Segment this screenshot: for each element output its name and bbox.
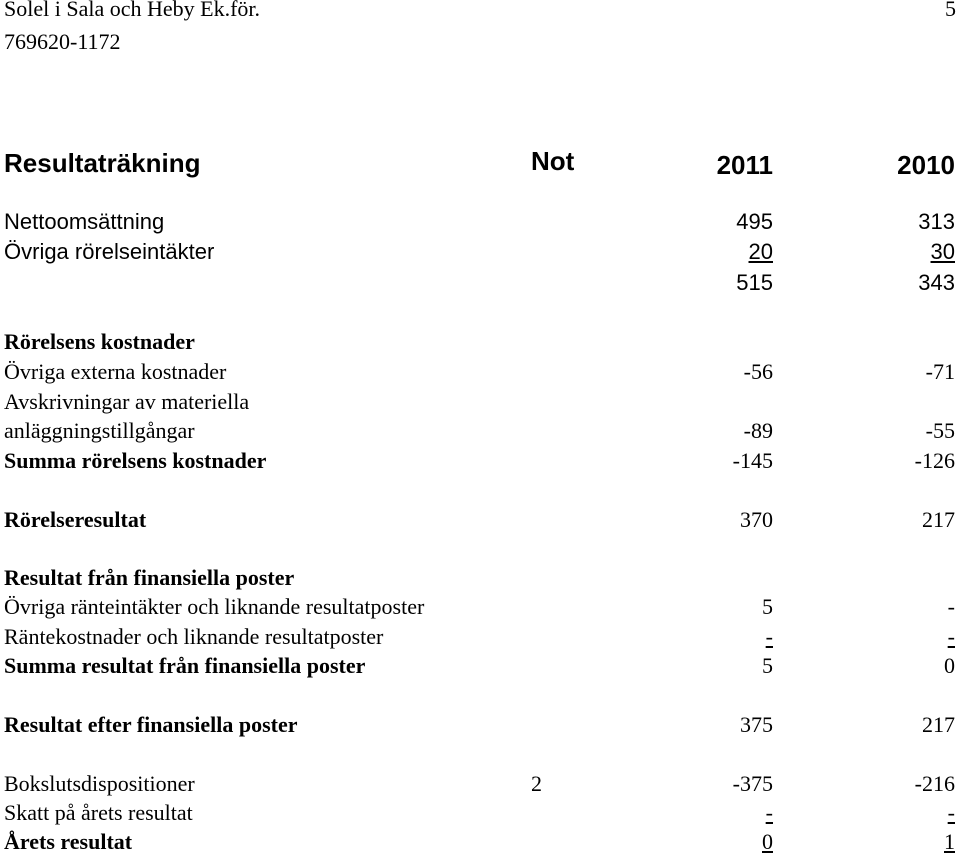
row-label-ovriga-externa-kostnader: Övriga externa kostnader xyxy=(4,359,227,384)
row-label-rantekostnader: Räntekostnader och liknande resultatposter xyxy=(4,624,384,649)
value-2011: -375 xyxy=(732,771,773,796)
column-2011-header: 2011 xyxy=(716,150,773,180)
row-label-arets-resultat: Årets resultat xyxy=(4,829,133,854)
value-2011: 515 xyxy=(736,270,773,295)
row-label-ranteintakter: Övriga ränteintäkter och liknande resultatposter xyxy=(4,594,425,619)
value-2011: - xyxy=(765,624,773,649)
row-label-skatt: Skatt på årets resultat xyxy=(4,800,193,825)
value-2011: 20 xyxy=(748,239,773,264)
company-name: Solel i Sala och Heby Ek.för. xyxy=(4,0,261,21)
value-2010: -126 xyxy=(914,448,955,473)
value-2010: 1 xyxy=(944,829,955,854)
value-2010: -216 xyxy=(914,771,955,796)
value-2011: 0 xyxy=(762,829,773,854)
value-2010: -55 xyxy=(925,418,955,443)
value-2010: 217 xyxy=(922,712,955,737)
row-label-bokslutsdispositioner: Bokslutsdispositioner xyxy=(4,771,195,796)
row-label-ovriga-rorelseintakter: Övriga rörelseintäkter xyxy=(4,239,215,264)
value-2011: 370 xyxy=(740,507,773,532)
column-note-header: Not xyxy=(531,146,575,176)
row-label-summa-rorelsens-kostnader: Summa rörelsens kostnader xyxy=(4,448,267,473)
value-2010: 343 xyxy=(918,270,955,295)
value-2011: 5 xyxy=(762,653,773,678)
value-2010: - xyxy=(947,594,955,619)
value-2010: 217 xyxy=(922,507,955,532)
value-2011: -145 xyxy=(732,448,773,473)
value-2011: - xyxy=(765,800,773,825)
org-number: 769620-1172 xyxy=(4,29,121,54)
value-2010: 0 xyxy=(944,653,955,678)
value-2011: -56 xyxy=(743,359,773,384)
page-number: 5 xyxy=(945,0,956,21)
row-label-nettoomsattning: Nettoomsättning xyxy=(4,209,165,234)
note-reference: 2 xyxy=(531,771,542,796)
row-label-avskrivningar-line1: Avskrivningar av materiella xyxy=(4,389,250,414)
statement-title: Resultaträkning xyxy=(4,148,201,178)
row-label-avskrivningar-line2: anläggningstillgångar xyxy=(4,418,195,443)
section-heading-finansiella-poster: Resultat från finansiella poster xyxy=(4,565,295,590)
row-label-rorelseresultat: Rörelseresultat xyxy=(4,507,147,532)
row-label-summa-finansiella: Summa resultat från finansiella poster xyxy=(4,653,366,678)
column-2010-header: 2010 xyxy=(897,150,955,180)
value-2010: 313 xyxy=(918,209,955,234)
value-2010: -71 xyxy=(925,359,955,384)
section-heading-rorelsens-kostnader: Rörelsens kostnader xyxy=(4,329,195,354)
value-2011: -89 xyxy=(743,418,773,443)
value-2010: - xyxy=(947,800,955,825)
value-2010: - xyxy=(947,624,955,649)
value-2011: 495 xyxy=(736,209,773,234)
value-2011: 5 xyxy=(762,594,773,619)
row-label-resultat-efter-finansiella: Resultat efter finansiella poster xyxy=(4,712,298,737)
value-2011: 375 xyxy=(740,712,773,737)
value-2010: 30 xyxy=(930,239,955,264)
